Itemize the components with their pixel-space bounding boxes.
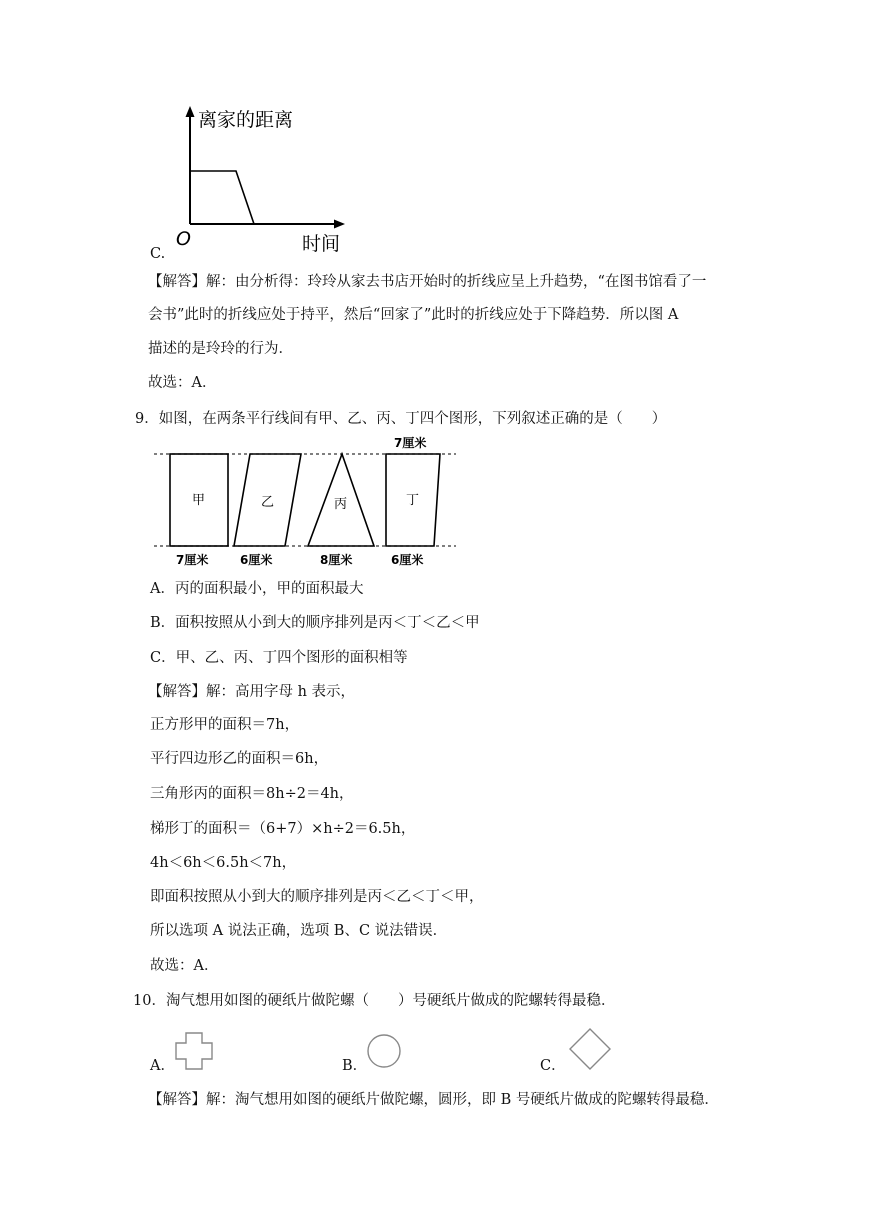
shape-label-jia: 甲	[192, 493, 206, 508]
q10-option-a-label: A．	[150, 1058, 175, 1074]
q9-answer-line-4: 三角形丙的面积＝8h÷2＝4h，	[150, 786, 354, 802]
shape-label-yi: 乙	[261, 495, 275, 510]
q9-option-b: B．面积按照从小到大的顺序排列是丙＜丁＜乙＜甲	[150, 615, 480, 631]
graph-ylabel: 离家的距离	[198, 109, 294, 131]
circle-shape-icon	[366, 1033, 402, 1069]
y-axis-arrow	[186, 106, 195, 117]
bottom-label-jia: 7厘米	[176, 553, 209, 567]
graph-origin: O	[176, 228, 191, 250]
distance-line	[190, 171, 254, 224]
q9-answer-line-5: 梯形丁的面积＝（6+7）×h÷2＝6.5h，	[150, 821, 416, 837]
graph-xlabel: 时间	[302, 233, 341, 255]
q10-question: 10．淘气想用如图的硬纸片做陀螺（ ）号硬纸片做成的陀螺转得最稳．	[133, 993, 616, 1009]
bottom-label-yi: 6厘米	[240, 553, 273, 567]
q8-answer-line-2: 会书”此时的折线应处于持平，然后“回家了”此时的折线应处于下降趋势．所以图 A	[148, 307, 679, 323]
q9-answer-line-9: 故选：A．	[150, 958, 219, 974]
q9-answer-line-7: 即面积按照从小到大的顺序排列是丙＜乙＜丁＜甲，	[150, 889, 484, 905]
diamond-shape-icon	[568, 1027, 612, 1071]
q9-answer-line-6: 4h＜6h＜6.5h＜7h，	[150, 855, 297, 871]
q9-answer-line-2: 正方形甲的面积＝7h，	[150, 717, 300, 733]
q8-answer-line-1: 【解答】解：由分析得：玲玲从家去书店开始时的折线应呈上升趋势，“在图书馆看了一	[148, 274, 707, 290]
q9-answer-line-1: 【解答】解：高用字母 h 表示，	[148, 684, 356, 700]
q10-option-b-label: B．	[342, 1058, 368, 1074]
cross-shape-icon	[174, 1031, 214, 1071]
bottom-label-ding: 6厘米	[391, 553, 424, 567]
q8-option-c-label: C.	[150, 246, 166, 262]
q9-option-c: C．甲、乙、丙、丁四个图形的面积相等	[150, 650, 408, 666]
q9-answer-line-8: 所以选项 A 说法正确，选项 B、C 说法错误．	[150, 923, 448, 939]
shape-label-bing: 丙	[334, 497, 348, 512]
q10-option-c-label: C．	[540, 1058, 566, 1074]
q9-question: 9．如图，在两条平行线间有甲、乙、丙、丁四个图形，下列叙述正确的是（ ）	[135, 411, 667, 427]
bottom-label-bing: 8厘米	[320, 553, 353, 567]
shape-label-ding: 丁	[406, 493, 420, 508]
q9-answer-line-3: 平行四边形乙的面积＝6h，	[150, 751, 329, 767]
q10-answer: 【解答】解：淘气想用如图的硬纸片做陀螺，圆形，即 B 号硬纸片做成的陀螺转得最稳．	[148, 1092, 719, 1108]
x-axis-arrow	[334, 220, 345, 229]
q9-shapes-figure	[150, 432, 460, 570]
q9-option-a: A．丙的面积最小，甲的面积最大	[150, 581, 364, 597]
top-dimension-label: 7厘米	[394, 436, 427, 450]
distance-time-graph	[170, 100, 370, 260]
q8-answer-line-4: 故选：A．	[148, 375, 217, 391]
q8-answer-line-3: 描述的是玲玲的行为．	[148, 341, 293, 357]
